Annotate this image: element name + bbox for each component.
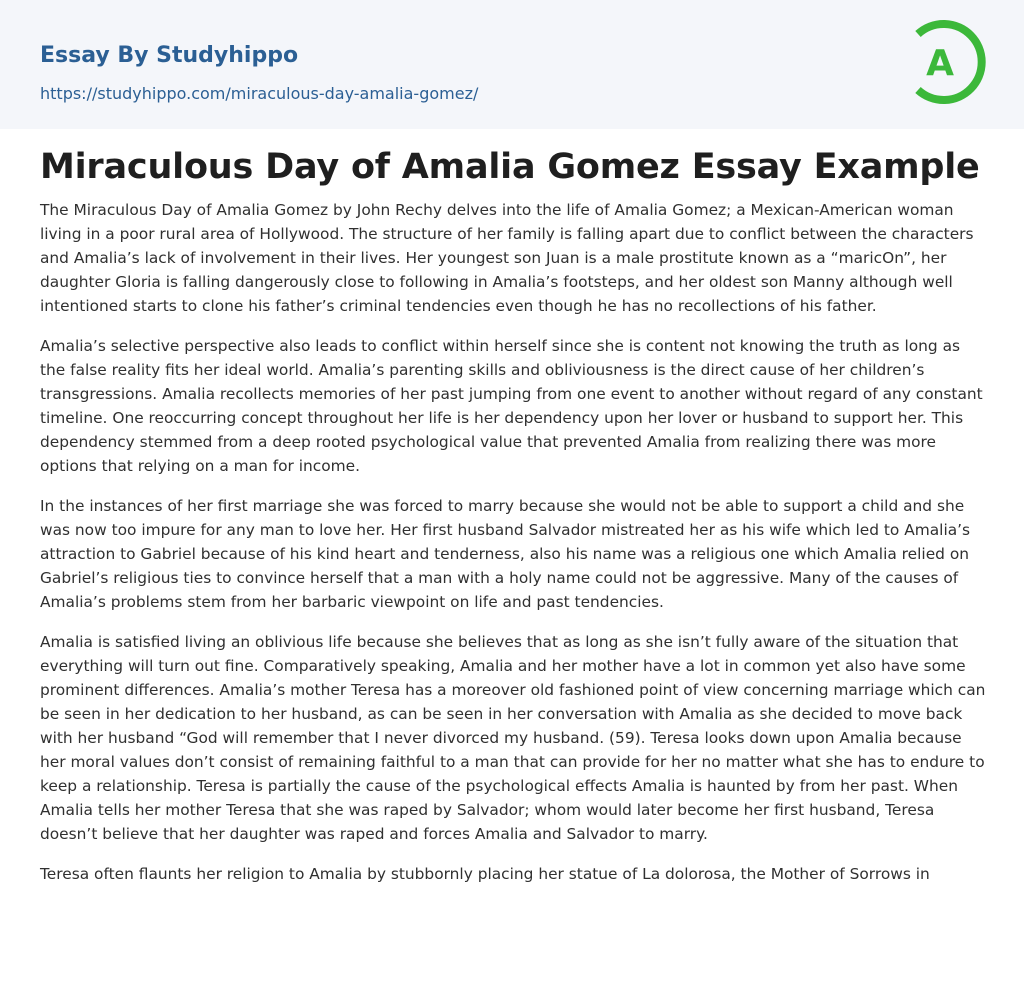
paragraph-2: Amalia’s selective perspective also leads to conflict within herself since she is content not knowing the truth as long as the false reality fits her ideal world. Amalia’s parenting skills and obliviousness is the direct cause of her children’s transgressions. Amalia recollects memories of her past jumping from one event to another without regard of any constant timeline. One reoccurring concept throughout her life is her dependency upon her lover or husband to support her. This dependency stemmed from a deep rooted psychological value that prevented Amalia from realizing there was more options that relying on a man for income.	[40, 337, 983, 475]
paragraph-5: Teresa often flaunts her religion to Amalia by stubbornly placing her statue of La dolorosa, the Mother of Sorrows in	[40, 865, 930, 883]
paragraph-3: In the instances of her first marriage she was forced to marry because she would not be able to support a child and she was now too impure for any man to love her. Her first husband Salvador mistreated her as his wife which led to Amalia’s attraction to Gabriel because of his kind heart and tenderness, also his name was a religious one which Amalia relied on Gabriel’s religious ties to convince herself that a man with a holy name could not be aggressive. Many of the causes of Amalia’s problems stem from her barbaric viewpoint on life and past tendencies.	[40, 497, 971, 611]
site-title[interactable]: Essay By Studyhippo	[40, 43, 299, 68]
paragraph-1: The Miraculous Day of Amalia Gomez by John Rechy delves into the life of Amalia Gomez; a Mexican-American woman living in a poor rural area of Hollywood. The structure of her family is falling apart due to conflict between the characters and Amalia’s lack of involvement in their lives. Her youngest son Juan is a male prostitute known as a “maricOn”, her daughter Gloria is falling dangerously close to following in Amalia’s footsteps, and her oldest son Manny although well intentioned starts to clone his father’s criminal tendencies even though he has no recollections of his father.	[40, 201, 974, 315]
logo-letter: A	[926, 43, 954, 84]
studyhippo-logo[interactable]	[910, 18, 988, 106]
article	[40, 144, 986, 902]
site-header	[0, 0, 1024, 129]
paragraph-4: Amalia is satisfied living an oblivious life because she believes that as long as she isn’t fully aware of the situation that everything will turn out fine. Comparatively speaking, Amalia and her mother have a lot in common yet also have some prominent differences. Amalia’s mother Teresa has a moreover old fashioned point of view concerning marriage which can be seen in her dedication to her husband, as can be seen in her conversation with Amalia as she decided to move back with her husband “God will remember that I never divorced my husband. (59). Teresa looks down upon Amalia because her moral values don’t consist of remaining faithful to a man that can provide for her no matter what she has to endure to keep a relationship. Teresa is partially the cause of the psychological effects Amalia is haunted by from her past. When Amalia tells her mother Teresa that she was raped by Salvador; whom would later become her first husband, Teresa doesn’t believe that her daughter was raped and forces Amalia and Salvador to marry.	[40, 633, 986, 843]
source-url-link[interactable]: https://studyhippo.com/miraculous-day-amalia-gomez/	[40, 84, 479, 103]
page-title: Miraculous Day of Amalia Gomez Essay Example	[40, 147, 980, 187]
logo-a-icon	[910, 18, 988, 106]
